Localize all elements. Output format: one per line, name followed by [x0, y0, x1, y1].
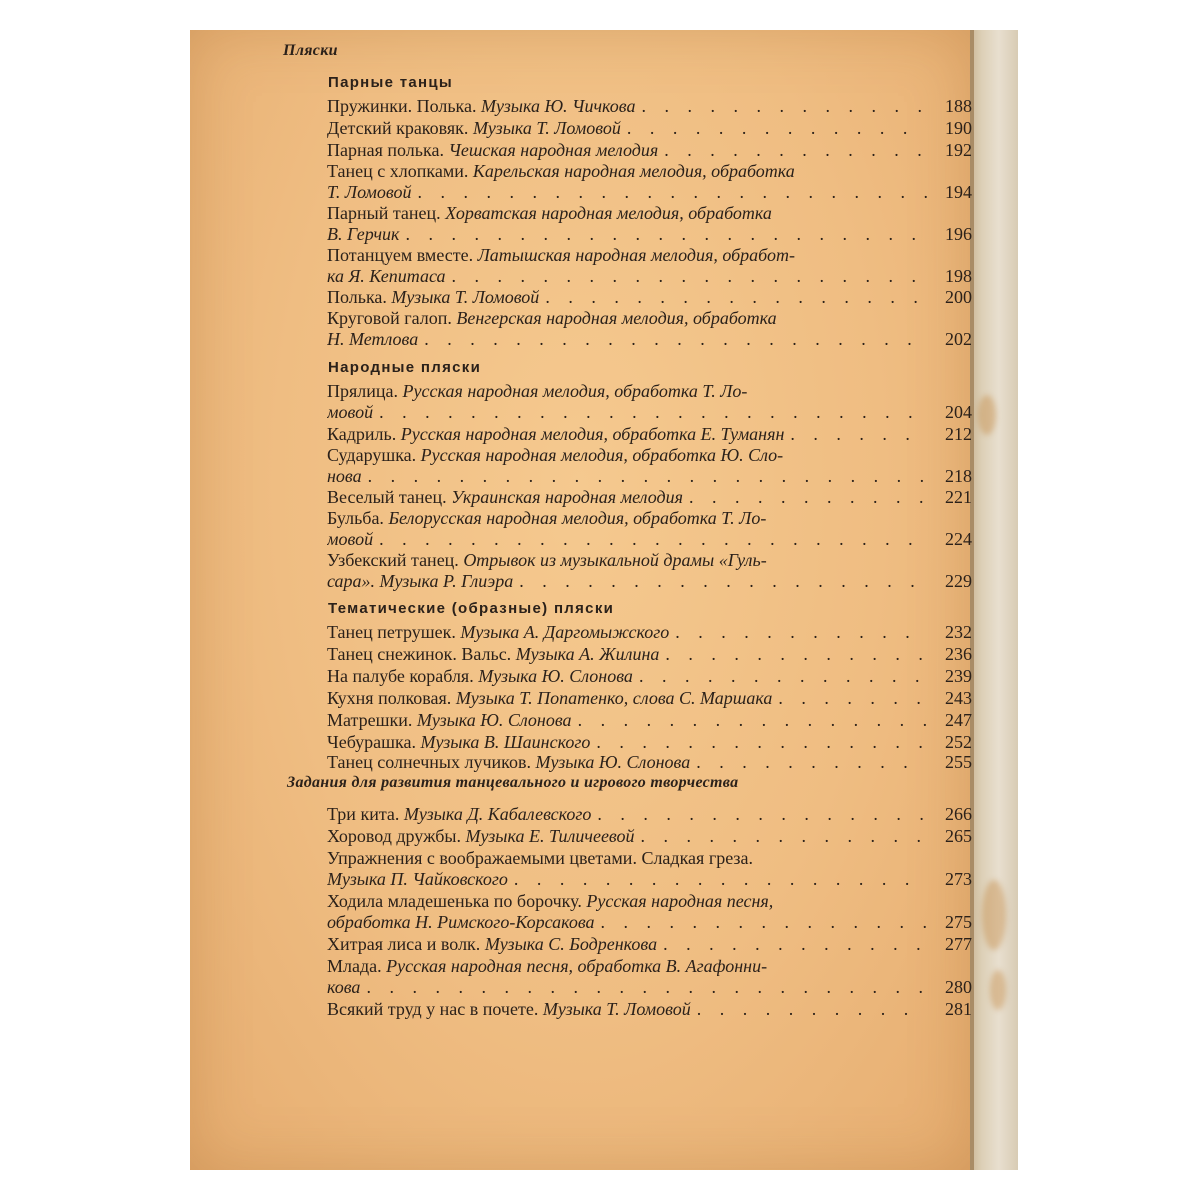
toc-entry-continuation	[327, 912, 927, 933]
toc-page-number: 275	[945, 912, 972, 932]
toc-entry-title: Хитрая лиса и волк. Музыка С. Бодренкова	[327, 934, 658, 954]
dot-leader	[777, 308, 927, 329]
dot-leader	[635, 826, 927, 847]
toc-entry	[327, 710, 927, 731]
toc-entry-credit: Латышская народная мелодия, обработ-	[477, 245, 795, 265]
toc-entry-credit: обработка Н. Римского-Корсакова	[327, 912, 595, 932]
toc-entry-title: Парный танец. Хорватская народная мелодия, обработка	[327, 203, 772, 223]
section-heading: Тематические (образные) пляски	[328, 600, 615, 617]
dot-leader	[418, 329, 927, 350]
toc-page-number: 204	[945, 402, 972, 422]
toc-entry-title: Узбекский танец. Отрывок из музыкальной драмы «Гуль-	[327, 550, 767, 570]
toc-entry-credit: В. Герчик	[327, 224, 400, 244]
toc-entry	[327, 622, 927, 643]
dot-leader	[572, 710, 927, 731]
dot-leader	[691, 999, 927, 1020]
toc-entry-credit: Музыка С. Бодренкова	[484, 934, 658, 954]
toc-entry-credit: Музыка В. Шаинского	[420, 732, 591, 752]
toc-entry-credit: Музыка Т. Ломовой	[542, 999, 691, 1019]
toc-page-number: 194	[945, 182, 972, 202]
toc-entry-continuation	[327, 402, 927, 423]
toc-entry-credit: Музыка П. Чайковского	[327, 869, 508, 889]
toc-entry-credit: нова	[327, 466, 362, 486]
toc-entry	[327, 161, 927, 182]
toc-entry-credit: Музыка Ю. Слонова	[535, 752, 691, 772]
dot-leader	[772, 688, 927, 709]
dot-leader	[411, 182, 927, 203]
dot-leader	[633, 666, 927, 687]
toc-entry	[327, 308, 927, 329]
toc-entry-title: На палубе корабля. Музыка Ю. Слонова	[327, 666, 633, 686]
toc-entry-title: Чебурашка. Музыка В. Шаинского	[327, 732, 591, 752]
toc-page-number: 265	[945, 826, 972, 846]
toc-entry-credit: Музыка Т. Ломовой	[391, 287, 540, 307]
toc-entry-title: Потанцуем вместе. Латышская народная мелодия, обработ-	[327, 245, 795, 265]
toc-page-number: 239	[945, 666, 972, 686]
toc-page-number: 236	[945, 644, 972, 664]
toc-page-number: 229	[945, 571, 972, 591]
dot-leader	[767, 550, 927, 571]
toc-entry-title: Танец петрушек. Музыка А. Даргомыжского	[327, 622, 670, 642]
dot-leader	[513, 571, 927, 592]
toc-entry	[327, 688, 927, 709]
dot-leader	[360, 977, 927, 998]
toc-entry-continuation	[327, 182, 927, 203]
toc-entry	[327, 826, 927, 847]
toc-entry-title: Сударушка. Русская народная мелодия, обработка Ю. Сло-	[327, 445, 784, 465]
toc-entry-continuation	[327, 571, 927, 592]
toc-page-number: 198	[945, 266, 972, 286]
toc-entry-credit: сара». Музыка Р. Глиэра	[327, 571, 514, 591]
toc-entry	[327, 508, 927, 529]
toc-page-number: 232	[945, 622, 972, 642]
toc-entry-title: Пружинки. Полька. Музыка Ю. Чичкова	[327, 96, 636, 116]
section-heading: Народные пляски	[328, 359, 482, 376]
toc-entry	[327, 140, 927, 161]
dot-leader	[784, 424, 927, 445]
dot-leader	[773, 891, 927, 912]
toc-entry-credit: Карельская народная мелодия, обработка	[472, 161, 795, 181]
toc-entry-credit: Музыка Ю. Чичкова	[481, 96, 636, 116]
toc-page-number: 252	[945, 732, 972, 752]
toc-page-number: 190	[945, 118, 972, 138]
dot-leader	[766, 508, 927, 529]
dot-leader	[362, 466, 927, 487]
toc-entry	[327, 752, 927, 773]
toc-page-number: 255	[945, 752, 972, 772]
dot-leader	[373, 402, 927, 423]
toc-entry-credit: Музыка Ю. Слонова	[478, 666, 633, 686]
toc-entry	[327, 999, 927, 1020]
toc-entry-title: Круговой галоп. Венгерская народная мелодия, обработка	[327, 308, 777, 328]
toc-entry-continuation	[327, 466, 927, 487]
dot-leader	[373, 529, 927, 550]
toc-page-number: 212	[945, 424, 972, 444]
toc-entry-title: Танец с хлопками. Карельская народная мелодия, обработка	[327, 161, 795, 181]
toc-page-number: 247	[945, 710, 972, 730]
toc-entry-credit: Белорусская народная мелодия, обработка Т. Ло-	[388, 508, 767, 528]
toc-entry-title: Хоровод дружбы. Музыка Е. Тиличеевой	[327, 826, 635, 846]
toc-entry-credit: мовой	[327, 402, 374, 422]
toc-entry	[327, 203, 927, 224]
toc-entry-credit: Музыка Е. Тиличеевой	[465, 826, 635, 846]
toc-page-number: 218	[945, 466, 972, 486]
toc-page-number: 281	[945, 999, 972, 1019]
dot-leader	[539, 287, 927, 308]
toc-page-number: 221	[945, 487, 972, 507]
toc-entry-credit: Русская народная мелодия, обработка Ю. Сло-	[420, 445, 784, 465]
dot-leader	[795, 245, 927, 266]
toc-entry-credit: Музыка Т. Ломовой	[472, 118, 621, 138]
toc-entry	[327, 848, 927, 869]
toc-entry-credit: Русская народная песня,	[586, 891, 774, 911]
toc-entry-title: Упражнения с воображаемыми цветами. Сладкая греза.	[327, 848, 754, 868]
toc-entry-continuation	[327, 977, 927, 998]
part-heading: Пляски	[283, 42, 338, 59]
toc-entry-continuation	[327, 529, 927, 550]
dot-leader	[747, 381, 927, 402]
toc-page-number: 266	[945, 804, 972, 824]
toc-entry	[327, 424, 927, 445]
dot-leader	[753, 848, 927, 869]
toc-entry-title: Матрешки. Музыка Ю. Слонова	[327, 710, 572, 730]
toc-entry	[327, 96, 927, 117]
toc-entry-credit: Русская народная песня, обработка В. Агафонни-	[386, 956, 768, 976]
toc-entry-title: Ходила младешенька по борочку. Русская народная песня,	[327, 891, 774, 911]
dot-leader	[446, 266, 927, 287]
toc-entry	[327, 550, 927, 571]
dot-leader	[595, 912, 927, 933]
dot-leader	[658, 140, 927, 161]
toc-entry-title: Полька. Музыка Т. Ломовой	[327, 287, 540, 307]
toc-entry-credit: Музыка Ю. Слонова	[416, 710, 572, 730]
toc-entry-credit: мовой	[327, 529, 374, 549]
toc-entry-title: Кадриль. Русская народная мелодия, обработка Е. Туманян	[327, 424, 785, 444]
toc-entry	[327, 445, 927, 466]
toc-entry	[327, 934, 927, 955]
toc-entry-credit: Украинская народная мелодия	[451, 487, 683, 507]
dot-leader	[635, 96, 927, 117]
toc-entry-continuation	[327, 329, 927, 350]
dot-leader	[508, 869, 927, 890]
toc-entry-credit: Отрывок из музыкальной драмы «Гуль-	[463, 550, 767, 570]
toc-entry-credit: Русская народная мелодия, обработка Е. Туманян	[400, 424, 785, 444]
toc-page-number: 192	[945, 140, 972, 160]
toc-entry-title: Парная полька. Чешская народная мелодия	[327, 140, 659, 160]
toc-entry-title: Кухня полковая. Музыка Т. Попатенко, слова С. Маршака	[327, 688, 773, 708]
dot-leader	[657, 934, 927, 955]
toc-entry-credit: Венгерская народная мелодия, обработка	[456, 308, 777, 328]
toc-entry-continuation	[327, 224, 927, 245]
toc-entry-title: Веселый танец. Украинская народная мелодия	[327, 487, 683, 507]
toc-entry-title: Прялица. Русская народная мелодия, обработка Т. Ло-	[327, 381, 748, 401]
toc-entry-credit: Чешская народная мелодия	[448, 140, 659, 160]
dot-leader	[772, 203, 927, 224]
toc-entry-title: Танец солнечных лучиков. Музыка Ю. Слонова	[327, 752, 691, 772]
toc-page-number: 196	[945, 224, 972, 244]
toc-entry-title: Бульба. Белорусская народная мелодия, обработка Т. Ло-	[327, 508, 767, 528]
toc-entry	[327, 487, 927, 508]
toc-entry-credit: Русская народная мелодия, обработка Т. Ло-	[402, 381, 748, 401]
toc-entry-credit: Музыка Д. Кабалевского	[403, 804, 592, 824]
toc-page-number: 277	[945, 934, 972, 954]
toc-entry-title: Танец снежинок. Вальс. Музыка А. Жилина	[327, 644, 660, 664]
dot-leader	[591, 804, 927, 825]
toc-entry-credit: Музыка А. Даргомыжского	[460, 622, 670, 642]
toc-page-number: 188	[945, 96, 972, 116]
toc-entry-continuation	[327, 266, 927, 287]
part-heading: Задания для развития танцевального и игрового творчества	[287, 774, 739, 791]
toc-entry-title: Млада. Русская народная песня, обработка В. Агафонни-	[327, 956, 768, 976]
toc-entry-credit: Музыка А. Жилина	[515, 644, 660, 664]
dot-leader	[590, 732, 927, 753]
toc-entry-credit: Музыка Т. Попатенко, слова С. Маршака	[455, 688, 773, 708]
toc-entry	[327, 666, 927, 687]
toc-page-number: 243	[945, 688, 972, 708]
toc-entry-credit: ка Я. Кепитаса	[327, 266, 446, 286]
dot-leader	[399, 224, 927, 245]
dot-leader	[783, 445, 927, 466]
toc-entry	[327, 381, 927, 402]
toc-entry	[327, 118, 927, 139]
toc-page-number: 200	[945, 287, 972, 307]
toc-entry	[327, 644, 927, 665]
toc-entry-title: Детский краковяк. Музыка Т. Ломовой	[327, 118, 621, 138]
toc-entry-credit: Н. Метлова	[327, 329, 419, 349]
toc-page-number: 273	[945, 869, 972, 889]
toc-entry-credit: Т. Ломовой	[327, 182, 412, 202]
toc-entry	[327, 891, 927, 912]
dot-leader	[659, 644, 927, 665]
toc-entry	[327, 245, 927, 266]
toc-entry-credit: кова	[327, 977, 361, 997]
dot-leader	[795, 161, 927, 182]
toc-entry-continuation	[327, 869, 927, 890]
toc-entry	[327, 804, 927, 825]
section-heading: Парные танцы	[328, 74, 454, 91]
toc-entry	[327, 732, 927, 753]
dot-leader	[669, 622, 927, 643]
toc-page-number: 280	[945, 977, 972, 997]
dot-leader	[621, 118, 927, 139]
toc-page-number: 202	[945, 329, 972, 349]
toc-entry-credit: Хорватская народная мелодия, обработка	[445, 203, 772, 223]
dot-leader	[767, 956, 927, 977]
dot-leader	[690, 752, 927, 773]
toc-entry	[327, 956, 927, 977]
toc-entry-title: Три кита. Музыка Д. Кабалевского	[327, 804, 592, 824]
toc-page-number: 224	[945, 529, 972, 549]
dot-leader	[683, 487, 927, 508]
toc-entry-title: Всякий труд у нас в почете. Музыка Т. Ломовой	[327, 999, 691, 1019]
toc-entry	[327, 287, 927, 308]
